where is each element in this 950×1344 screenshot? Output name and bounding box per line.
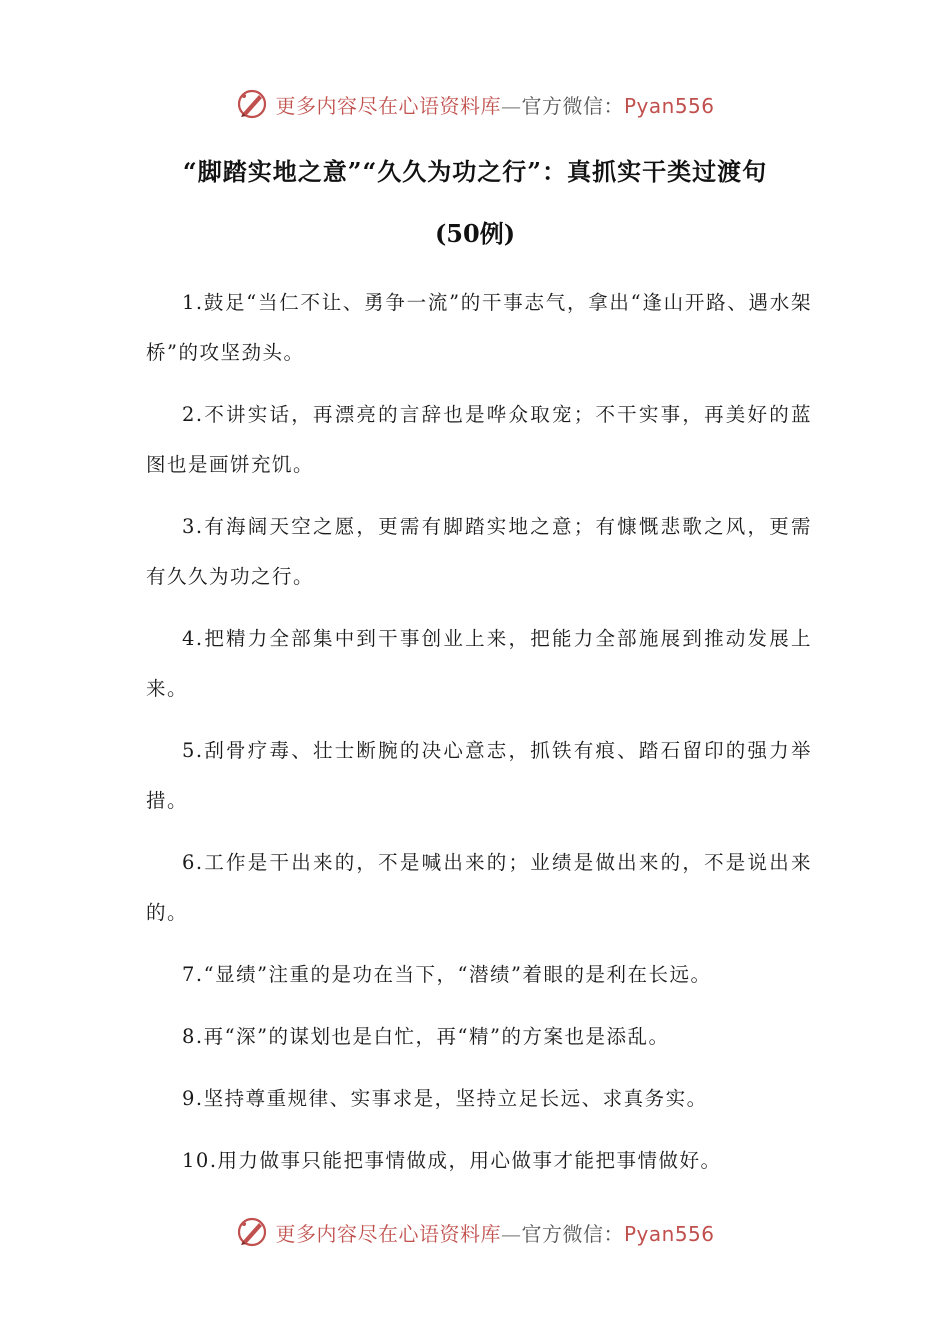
document-subtitle: (50例)	[434, 219, 516, 248]
footer-banner	[0, 1212, 950, 1252]
banner-wechat-id: Pyan556	[623, 93, 715, 118]
banner-wechat-id: Pyan556	[623, 1221, 715, 1246]
banner-main: 更多内容尽在心语资料库	[275, 1221, 501, 1246]
list-item: 5.刮骨疗毒、壮士断腕的决心意志，抓铁有痕、踏石留印的强力举措。	[146, 739, 812, 812]
list-item: 6.工作是干出来的，不是喊出来的；业绩是做出来的，不是说出来的。	[146, 851, 812, 924]
pen-logo-icon	[235, 87, 269, 121]
list-item: 2.不讲实话，再漂亮的言辞也是哗众取宠；不干实事，再美好的蓝图也是画饼充饥。	[146, 403, 812, 476]
list-item: 8.再“深”的谋划也是白忙，再“精”的方案也是添乱。	[182, 1025, 670, 1048]
banner-main: 更多内容尽在心语资料库	[275, 93, 501, 118]
list-item: 3.有海阔天空之愿，更需有脚踏实地之意；有慷慨悲歌之风，更需有久久为功之行。	[146, 515, 812, 588]
document-title: “脚踏实地之意”“久久为功之行”：真抓实干类过渡句	[182, 157, 768, 186]
list-item: 7.“显绩”注重的是功在当下，“潜绩”着眼的是利在长远。	[182, 963, 712, 986]
pen-logo-icon	[235, 1215, 269, 1249]
list-item: 4.把精力全部集中到干事创业上来，把能力全部施展到推动发展上来。	[146, 627, 812, 700]
banner-caption: 官方微信：	[521, 1221, 624, 1246]
banner-separator: —	[500, 93, 522, 118]
list-item: 1.鼓足“当仁不让、勇争一流”的干事志气，拿出“逢山开路、遇水架桥”的攻坚劲头。	[146, 291, 812, 364]
banner-text	[275, 90, 714, 119]
header-banner	[0, 84, 950, 124]
list-item: 9.坚持尊重规律、实事求是，坚持立足长远、求真务实。	[182, 1087, 708, 1110]
banner-separator: —	[500, 1221, 522, 1246]
banner-caption: 官方微信：	[521, 93, 624, 118]
banner-text	[275, 1218, 714, 1247]
list-item: 10.用力做事只能把事情做成，用心做事才能把事情做好。	[182, 1149, 722, 1172]
document-body	[146, 278, 812, 1198]
